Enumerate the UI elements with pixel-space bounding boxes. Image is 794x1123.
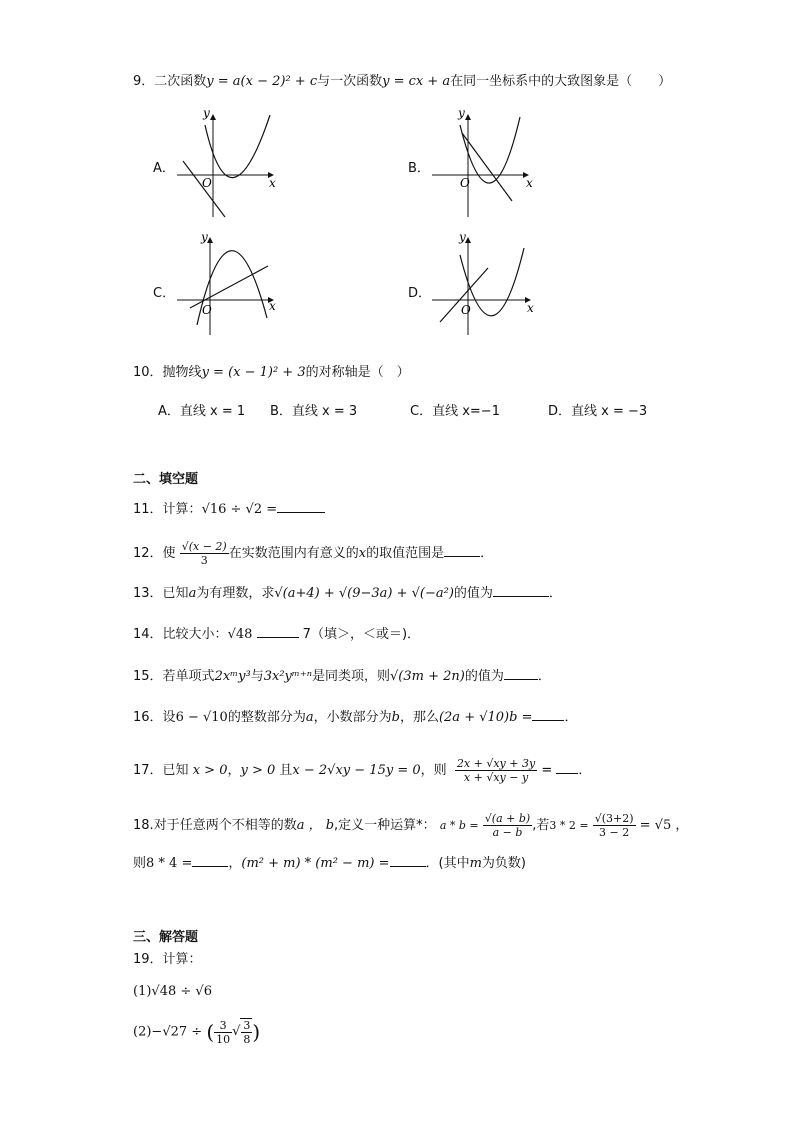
q17-number: 17． — [133, 763, 163, 778]
q15-expr3: √(3m + 2n) — [390, 669, 465, 684]
q12-text: 在实数范围内有意义的 — [228, 546, 359, 561]
q17-text: ，则 — [420, 763, 447, 778]
question-9 — [133, 73, 671, 91]
q15-text: 与 — [250, 669, 264, 684]
q9-quadratic: y = a(x − 2)² + c — [206, 74, 318, 89]
q18-example-numerator: √(3+2) — [594, 812, 634, 825]
q10-expr: y = (x − 1)² + 3 — [201, 365, 306, 380]
q16-text: 设 — [162, 710, 176, 725]
option-d-label[interactable]: D． — [408, 286, 432, 301]
y-label: y — [459, 230, 466, 244]
q14-number: 14． — [133, 627, 163, 642]
q17-answer-blank[interactable] — [556, 760, 578, 774]
q18-def-numerator: √(a + b) — [484, 812, 531, 825]
q18-expr2: 8 * 4 = — [146, 856, 193, 871]
q17-end: ． — [578, 763, 592, 778]
q17-fraction — [455, 757, 537, 784]
q15-number: 15． — [133, 669, 163, 684]
q19-part-2-expr: −√27 ÷ — [151, 1024, 203, 1040]
q12-end: ． — [480, 546, 494, 561]
q10-text: 的对称轴是（ ） — [305, 365, 410, 380]
y-label: y — [203, 106, 210, 120]
radical-sign: √ — [232, 1024, 241, 1039]
q9-text: 与一次函数 — [317, 74, 383, 89]
option-c-label[interactable]: C． — [153, 286, 176, 301]
q17-expr1: x − 2√xy − 15y = 0 — [292, 763, 421, 778]
parabola — [205, 115, 270, 178]
right-paren: ) — [252, 1020, 261, 1044]
q19-frac-numerator: 3 — [214, 1019, 232, 1033]
line — [190, 266, 268, 308]
q18-text: 则 — [133, 856, 147, 871]
q11-text: 计算： — [162, 502, 202, 517]
q19-part-2-label: (2) — [133, 1024, 152, 1040]
q13-text: 已知 — [162, 586, 189, 601]
q12-text: 使 — [162, 546, 176, 561]
graph-c — [175, 230, 285, 340]
q10-text: 抛物线 — [162, 365, 202, 380]
q11-answer-blank[interactable] — [277, 499, 325, 513]
q15-text: 是同类项，则 — [311, 669, 390, 684]
q18-vars: a ， b — [296, 818, 335, 833]
q9-linear: y = cx + a — [382, 74, 451, 89]
q17-text: 已知 — [162, 763, 189, 778]
q9-text: 二次函数 — [154, 74, 207, 89]
q18-text: ,若 — [532, 818, 550, 833]
q12-var: x — [358, 546, 367, 561]
q17-numerator: 2x + √xy + 3y — [456, 757, 536, 770]
q13-answer-blank[interactable] — [493, 583, 549, 597]
q12-number: 12． — [133, 546, 163, 561]
q15-answer-blank[interactable] — [504, 666, 538, 680]
q16-answer-blank[interactable] — [532, 707, 564, 721]
q9-number: 9． — [133, 74, 155, 89]
option-a-label[interactable]: A． — [153, 161, 175, 176]
q18-def-denominator: a − b — [492, 826, 523, 839]
origin-label: O — [461, 303, 471, 317]
q9-text: 在同一坐标系中的大致图象是（ ） — [450, 74, 672, 89]
y-label: y — [201, 230, 208, 244]
q17-denominator: x + √xy − y — [463, 771, 529, 784]
x-label: x — [527, 301, 534, 315]
q13-var: a — [188, 586, 197, 601]
q19-part-1-expr: √48 ÷ √6 — [151, 984, 212, 999]
question-15 — [133, 666, 551, 686]
question-16 — [133, 707, 577, 727]
y-label: y — [458, 106, 465, 120]
section-fill-in-title: 二、填空题 — [133, 472, 199, 487]
q14-answer-blank[interactable] — [257, 624, 299, 638]
question-10 — [133, 364, 410, 382]
q19-fraction — [214, 1019, 232, 1046]
q15-expr2: 3x²yᵐ⁺ⁿ — [263, 669, 312, 684]
q17-text: 且 — [279, 763, 293, 778]
question-18 — [133, 812, 688, 839]
q19-text: 计算： — [162, 952, 202, 967]
q19-part-1 — [133, 983, 212, 1001]
q18-answer-blank-2[interactable] — [390, 853, 426, 867]
q18-example: 3 * 2 = — [549, 819, 589, 832]
q12-text: 的取值范围是 — [366, 546, 445, 561]
q13-text: 的值为 — [453, 586, 493, 601]
q12-numerator: √(x − 2) — [181, 540, 227, 553]
q15-expr1: 2xᵐy³ — [214, 669, 251, 684]
q17-sep: ， — [227, 763, 241, 778]
q12-denominator: 3 — [200, 554, 208, 567]
q19-radical-fraction — [240, 1018, 252, 1046]
parabola — [460, 117, 520, 183]
q15-end: ． — [537, 669, 551, 684]
q16-expr2: (2a + √10)b = — [438, 710, 533, 725]
q16-expr1: 6 − √10 — [175, 710, 228, 725]
graph-d — [430, 230, 542, 340]
q18-text: 对于任意两个不相等的数 — [153, 818, 297, 833]
q14-text: 比较大小： — [162, 627, 228, 642]
q18-text: ．(其中 — [425, 856, 470, 871]
graph-a — [175, 105, 285, 220]
q18-definition: a * b = — [439, 819, 479, 832]
q19-part-1-label: (1) — [133, 984, 152, 999]
question-17 — [133, 757, 591, 784]
q18-def-fraction — [483, 812, 532, 839]
q16-text: ，那么 — [399, 710, 439, 725]
q17-cond2: y > 0 — [240, 763, 276, 778]
q11-number: 11． — [133, 502, 163, 517]
question-19 — [133, 951, 202, 969]
question-14 — [133, 624, 420, 644]
q13-end: ． — [548, 586, 562, 601]
q19-frac-denominator: 10 — [216, 1032, 231, 1046]
q18-text: ,定义一种运算*： — [334, 818, 436, 833]
q18-expr3: (m² + m) * (m² − m) = — [241, 856, 390, 871]
q16-var-b: b — [391, 710, 400, 725]
q13-number: 13． — [133, 586, 163, 601]
x-label: x — [269, 299, 276, 313]
x-label: x — [269, 176, 276, 190]
question-11 — [133, 499, 325, 519]
q10-choice-b[interactable]: B．直线 x = 3 — [270, 404, 358, 419]
q18-example-denominator: 3 − 2 — [598, 826, 630, 839]
q14-expr: √48 — [227, 627, 253, 642]
q15-text: 的值为 — [464, 669, 504, 684]
q16-text: ，小数部分为 — [313, 710, 392, 725]
q12-fraction — [180, 540, 229, 567]
q19-rad-numerator: 3 — [243, 1019, 251, 1032]
q17-equals: = — [541, 763, 553, 778]
q19-part-2 — [133, 1018, 260, 1046]
q18-example-result: = √5 ， — [639, 818, 689, 833]
q13-expr: √(a+4) + √(9−3a) + √(−a²) — [274, 586, 454, 601]
q16-text: 的整数部分为 — [227, 710, 306, 725]
q10-number: 10． — [133, 365, 163, 380]
q13-text: 为有理数，求 — [196, 586, 275, 601]
x-label: x — [526, 176, 533, 190]
q16-number: 16． — [133, 710, 163, 725]
q18-answer-blank-1[interactable] — [192, 853, 228, 867]
q18-example-fraction — [593, 812, 636, 839]
option-b-label[interactable]: B． — [408, 161, 430, 176]
q14-text: 7（填＞，＜或＝)． — [302, 627, 421, 642]
q18-text: 为负数) — [481, 856, 526, 871]
q16-var-a: a — [305, 710, 314, 725]
q18-var-m: m — [469, 856, 482, 871]
origin-label: O — [460, 176, 470, 190]
q16-end: ． — [564, 710, 578, 725]
q11-expr: √16 ÷ √2 = — [201, 502, 278, 517]
graph-b — [430, 105, 540, 220]
q17-cond1: x > 0 — [192, 763, 228, 778]
origin-label: O — [202, 176, 212, 190]
question-18-line2 — [133, 853, 526, 873]
origin-label: O — [202, 303, 212, 317]
question-12 — [133, 540, 493, 567]
q15-text: 若单项式 — [162, 669, 215, 684]
q10-choice-d[interactable]: D．直线 x = −3 — [548, 404, 648, 419]
q19-number: 19． — [133, 952, 163, 967]
left-paren: ( — [206, 1020, 215, 1044]
q10-choice-a[interactable]: A．直线 x = 1 — [158, 404, 246, 419]
q18-number: 18. — [133, 818, 154, 833]
q10-choice-c[interactable]: C．直线 x=−1 — [410, 404, 500, 419]
q19-rad-denominator: 8 — [243, 1033, 251, 1046]
q12-answer-blank[interactable] — [444, 543, 480, 557]
q18-text: ， — [228, 856, 242, 871]
section-solve-title: 三、解答题 — [133, 930, 199, 945]
question-13 — [133, 583, 562, 603]
